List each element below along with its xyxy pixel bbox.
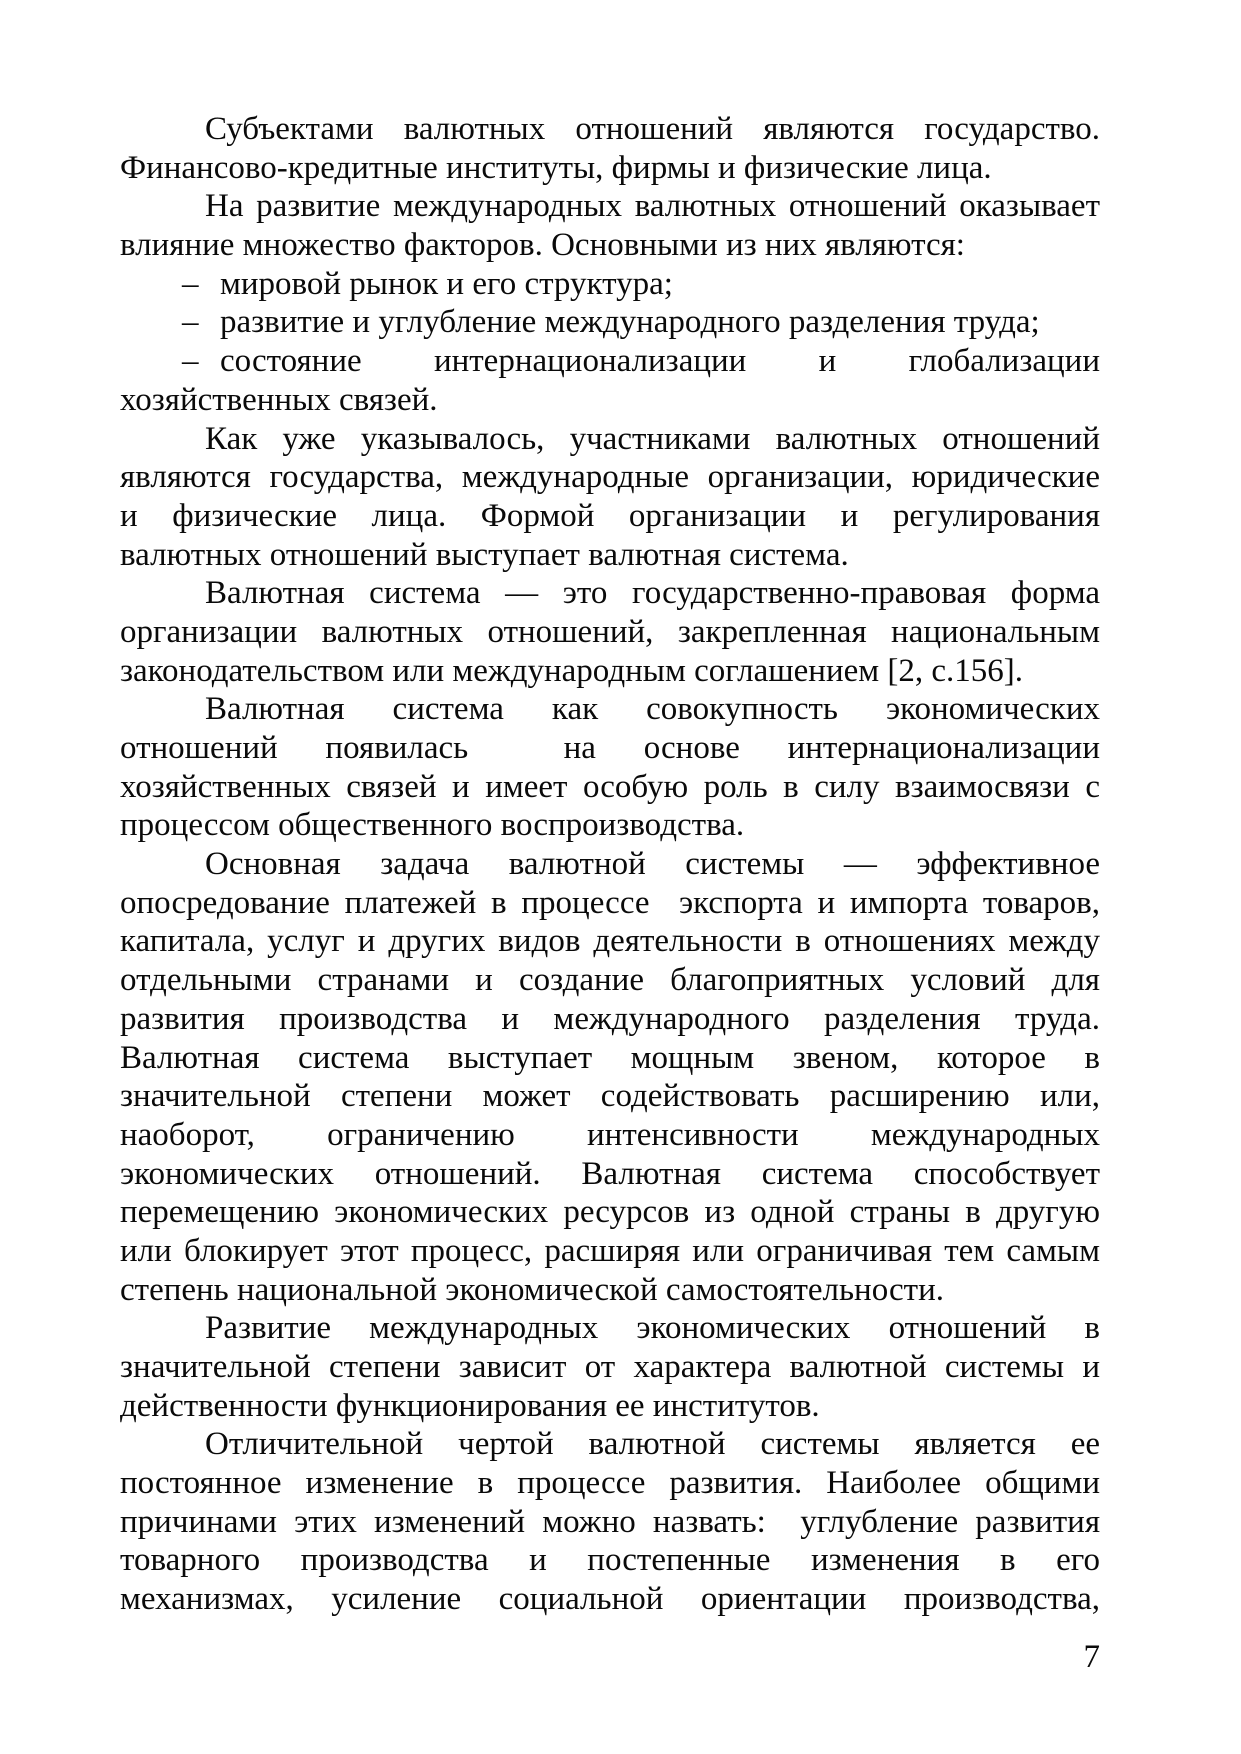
text-line: опосредование платежей в процессе экспорта и импорта товаров, — [120, 884, 1100, 921]
text-line: организации валютных отношений, закрепленная национальным — [120, 613, 1100, 650]
text-line: экономических отношений. Валютная система способствует — [120, 1155, 1100, 1192]
text-line: хозяйственных связей и имеет особую роль в силу взаимосвязи с — [120, 768, 1100, 805]
text-line: влияние множество факторов. Основными из них являются: — [120, 227, 965, 264]
text-line: постоянное изменение в процессе развития. Наиболее общими — [120, 1465, 1100, 1502]
text-line: перемещению экономических ресурсов из одной страны в другую — [120, 1194, 1100, 1231]
bullet-dash: – — [182, 265, 199, 302]
text-line: валютных отношений выступает валютная система. — [120, 536, 849, 573]
text-line: действенности функционирования ее институтов. — [120, 1387, 820, 1424]
text-line: и физические лица. Формой организации и регулирования — [120, 497, 1100, 534]
text-line: капитала, услуг и других видов деятельности в отношениях между — [120, 923, 1100, 960]
bullet-dash: – — [182, 304, 199, 341]
text-line: развития производства и международного разделения труда. — [120, 1000, 1100, 1037]
bullet-dash: – — [182, 343, 199, 380]
text-line: степень национальной экономической самостоятельности. — [120, 1271, 945, 1308]
text-line: причинами этих изменений можно назвать: углубление развития — [120, 1503, 1100, 1540]
text-line: законодательством или международным соглашением [2, с.156]. — [120, 652, 1024, 689]
text-line: значительной степени может содействовать расширению или, — [120, 1078, 1100, 1115]
text-line: Валютная система — это государственно-правовая форма — [205, 575, 1100, 612]
text-line: Отличительной чертой валютной системы является ее — [205, 1426, 1100, 1463]
text-line: товарного производства и постепенные изменения в его — [120, 1542, 1100, 1579]
text-block — [120, 110, 1100, 1677]
text-line: отдельными странами и создание благоприятных условий для — [120, 962, 1100, 999]
text-line: Субъектами валютных отношений являются государство. — [205, 111, 1100, 147]
bullet-line — [120, 303, 1100, 342]
text-line: Как уже указывалось, участниками валютных отношений — [205, 420, 1100, 457]
bullet-text: состояние интернационализации и глобализации — [220, 343, 1100, 380]
text-line: процессом общественного воспроизводства. — [120, 807, 745, 844]
page-number: 7 — [1083, 1638, 1100, 1675]
text-line: Финансово-кредитные институты, фирмы и физические лица. — [120, 149, 992, 186]
text-line: механизмах, усиление социальной ориентации производства, — [120, 1581, 1100, 1618]
text-line: хозяйственных связей. — [120, 381, 438, 418]
text-line: Развитие международных экономических отношений в — [205, 1310, 1100, 1347]
bullet-line — [120, 265, 1100, 304]
text-line: наоборот, ограничению интенсивности международных — [120, 1116, 1100, 1153]
text-line: На развитие международных валютных отношений оказывает — [205, 188, 1100, 225]
bullet-line — [120, 342, 1100, 381]
text-line: значительной степени зависит от характера валютной системы и — [120, 1349, 1100, 1385]
bullet-text: развитие и углубление международного разделения труда; — [220, 304, 1040, 341]
text-line: являются государства, международные организации, юридические — [120, 459, 1100, 496]
text-line: или блокирует этот процесс, расширяя или ограничивая тем самым — [120, 1232, 1100, 1269]
text-line: Валютная система выступает мощным звеном, которое в — [120, 1039, 1100, 1076]
text-line: Основная задача валютной системы — эффективное — [205, 846, 1100, 883]
text-line: Валютная система как совокупность экономических — [205, 691, 1100, 728]
bullet-text: мировой рынок и его структура; — [220, 265, 673, 302]
text-line: отношений появилась на основе интернационализации — [120, 730, 1100, 766]
